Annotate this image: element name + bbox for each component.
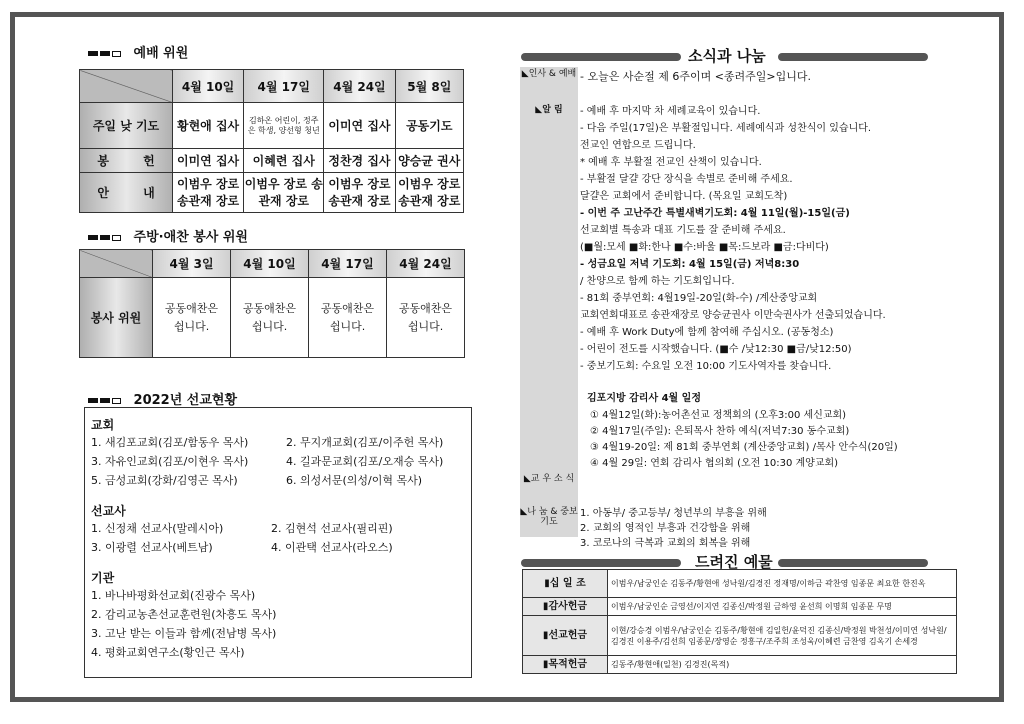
kitchen-date: 4월 17일 (309, 250, 387, 278)
list-item: 2. 감리교농촌선교훈련원(차흥도 목사) (91, 608, 277, 621)
cell: 공동애찬은 쉽니다. (231, 278, 309, 358)
district-item: ③ 4월19-20일: 제 81회 중부연회 (계산중앙교회) /목사 안수식(20일) (590, 442, 898, 453)
cell: 이미연 집사 (324, 103, 395, 149)
notice-line: - 81회 중부연회: 4월19일-20일(화-수) /계산중앙교회 (580, 293, 818, 304)
list-item: 5. 금성교회(강화/김영곤 목사) 6. 의성서문(의성/이혁 목사) (91, 474, 423, 487)
notice-line: - 성금요일 저녁 기도회: 4월 15일(금) 저녁8:30 (580, 259, 800, 270)
fellowship-label: ◣교 우 소 식 (523, 474, 575, 484)
offer-names: 이범우/남궁인순 금영선/이지연 김종신/박정원 금하영 윤선희 이명희 임종문 무명 (608, 598, 957, 616)
notice-label: ◣알 림 (535, 105, 563, 115)
offer-label: ▮선교헌금 (523, 616, 608, 656)
cell: 이범우 장로 송관재 장로 (395, 173, 464, 213)
kitchen-date: 4월 10일 (231, 250, 309, 278)
share-item: 3. 코로나의 극복과 교회의 회복을 위해 (580, 538, 751, 549)
district-item: ② 4월17일(주일): 은퇴목사 찬하 예식(저녁7:30 동수교회) (590, 426, 850, 437)
orgs-heading: 기관 (91, 571, 115, 585)
cell: 공동기도 (395, 103, 464, 149)
row-label: 주일 낮 기도 (80, 103, 173, 149)
district-item: ① 4월12일(화):농어촌선교 정책회의 (오후3:00 세신교회) (590, 410, 847, 421)
list-item: 3. 자유인교회(김포/이현우 목사) 4. 길과문교회(김포/오재승 목사) (91, 455, 444, 468)
news-title: 소식과 나눔 (688, 47, 766, 65)
side-column (520, 67, 578, 537)
list-item: 3. 이광렬 선교사(베트남) 4. 이관택 선교사(라오스) (91, 541, 393, 554)
offer-label: ▮십 일 조 (523, 570, 608, 598)
notice-line: - 예배 후 마지막 차 세례교육이 있습니다. (580, 106, 761, 117)
district-item: ④ 4월 29일: 연회 감리사 협의회 (오전 10:30 계양교회) (590, 458, 839, 469)
offer-label: ▮목적헌금 (523, 656, 608, 674)
row-label: 봉사 위원 (80, 278, 153, 358)
cell: 이혜련 집사 (244, 149, 324, 173)
list-item: 4. 평화교회연구소(황인근 목사) (91, 646, 245, 659)
worship-date: 4월 10일 (173, 70, 244, 103)
notice-line: / 찬양으로 함께 하는 기도회입니다. (580, 276, 735, 287)
corner-cell (80, 70, 173, 103)
kitchen-date: 4월 3일 (153, 250, 231, 278)
cell: 이범우 장로 송관재 장로 (244, 173, 324, 213)
share-label: ◣나 눔 & 중보기도 (520, 507, 578, 527)
offer-bar-left (521, 559, 681, 567)
notice-line: - 어린이 전도를 시작했습니다. (■수 /낮12:30 ■금/낮12:50) (580, 344, 852, 355)
kitchen-section-title: 주방·애찬 봉사 위원 (88, 226, 248, 245)
cell: 이범우 장로 송관재 장로 (324, 173, 395, 213)
list-item: 1. 새김포교회(김포/함동우 목사) 2. 무지개교회(김포/이주헌 목사) (91, 436, 444, 449)
share-item: 1. 아동부/ 중고등부/ 청년부의 부흥을 위해 (580, 508, 767, 519)
notice-line: * 예배 후 부활절 전교인 산책이 있습니다. (580, 157, 762, 168)
cell: 공동애찬은 쉽니다. (153, 278, 231, 358)
offer-names: 이범우/남궁인순 김동주/황현애 성낙원/김경진 정재명/이하금 곽찬영 임종문 최요한 한진옥 (608, 570, 957, 598)
worship-table (79, 69, 464, 213)
notice-line: 전교인 연합으로 드립니다. (580, 140, 696, 151)
list-item: 3. 고난 받는 이들과 함께(전남병 목사) (91, 627, 277, 640)
kitchen-table (79, 249, 465, 358)
cell: 이범우 장로 송관재 장로 (173, 173, 244, 213)
notice-line: - 이번 주 고난주간 특별새벽기도회: 4월 11일(월)-15일(금) (580, 208, 850, 219)
share-item: 2. 교회의 영적인 부흥과 건강함을 위해 (580, 523, 751, 534)
kitchen-date: 4월 24일 (387, 250, 465, 278)
worship-date: 4월 17일 (244, 70, 324, 103)
notice-line: - 다음 주일(17일)은 부활절입니다. 세례예식과 성찬식이 있습니다. (580, 123, 872, 134)
title-bar-right (778, 53, 928, 61)
worship-date: 5월 8일 (395, 70, 464, 103)
list-item: 1. 바나바평화선교회(진광수 목사) (91, 589, 256, 602)
worship-date: 4월 24일 (324, 70, 395, 103)
offer-label: ▮감사헌금 (523, 598, 608, 616)
mission-section-title: 2022년 선교현황 (88, 389, 237, 408)
corner-cell (80, 250, 153, 278)
cell: 김하온 어린이, 정주은 학생, 양선형 청년 (244, 103, 324, 149)
greet-line: - 오늘은 사순절 제 6주이며 <종려주일>입니다. (580, 70, 812, 83)
notice-line: 선교회별 특송과 대표 기도를 잘 준비해 주세요. (580, 225, 786, 236)
notice-line: (■월:모세 ■화:한나 ■수:바울 ■목:드보라 ■금:다비다) (580, 242, 829, 253)
list-item: 1. 신정채 선교사(말레시아) 2. 김현석 선교사(필리핀) (91, 522, 393, 535)
offer-names: 김동주/황현애(일천) 김경진(목적) (608, 656, 957, 674)
title-bar-left (521, 53, 681, 61)
missionaries-heading: 선교사 (91, 504, 126, 518)
notice-line: - 예배 후 Work Duty에 함께 참여해 주십시오. (공동청소) (580, 327, 834, 338)
offerings-title: 드려진 예물 (695, 553, 773, 571)
mission-box (84, 407, 472, 678)
offer-names: 이현/강승경 이범우/남궁인순 김동주/황현애 김일헌/윤덕진 김종신/박정원 박천성/이미연 성낙원/김경진 이용주/김선희 임종문/장영순 정흥구/조주희 조성욱/이혜련 금찬영 김옥기 손세경 (608, 616, 957, 656)
offerings-table (522, 569, 957, 674)
notice-line: 달걀은 교회에서 준비합니다. (목요일 교회도착) (580, 191, 788, 202)
notice-line: - 중보기도회: 수요일 오전 10:00 기도사역자를 찾습니다. (580, 361, 832, 372)
notice-line: - 부활절 달걀 강단 장식을 속별로 준비해 주세요. (580, 174, 793, 185)
notice-line: 교회연회대표로 송관재장로 양승균권사 이만숙권사가 선출되었습니다. (580, 310, 886, 321)
row-label: 안 내 (80, 173, 173, 213)
cell: 양승균 권사 (395, 149, 464, 173)
cell: 정찬경 집사 (324, 149, 395, 173)
cell: 이미연 집사 (173, 149, 244, 173)
churches-heading: 교회 (91, 418, 115, 432)
greet-label: ◣인사 & 예배 (521, 69, 577, 79)
cell: 황현애 집사 (173, 103, 244, 149)
offer-bar-right (778, 559, 928, 567)
cell: 공동애찬은 쉽니다. (387, 278, 465, 358)
district-heading: 김포지방 감리사 4월 일정 (587, 393, 702, 404)
row-label: 봉 헌 (80, 149, 173, 173)
worship-section-title: 예배 위원 (88, 42, 188, 61)
cell: 공동애찬은 쉽니다. (309, 278, 387, 358)
